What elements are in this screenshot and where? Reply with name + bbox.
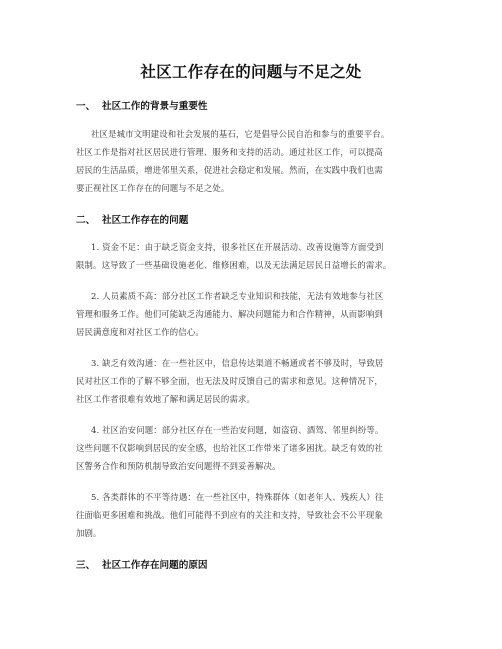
paragraph-line: 这些问题不仅影响到居民的安全感，也给社区工作带来了诸多困扰。缺乏有效的社 [76, 443, 383, 453]
paragraph-line: 社区是城市文明建设和社会发展的基石，它是倡导公民自治和参与的重要平台。 [91, 129, 390, 139]
section-heading-3 [76, 559, 208, 573]
paragraph-line: 往面临更多困难和挑战。他们可能得不到应有的关注和支持，导致社会不公平现象 [76, 510, 383, 520]
paragraph-line: 区警务合作和预防机制导致治安问题得不到妥善解决。 [76, 461, 281, 471]
paragraph-line: 民对社区工作的了解不够全面，也无法及时反馈自己的需求和意见。这种情况下， [76, 376, 383, 386]
section-heading-1 [76, 100, 208, 114]
paragraph-line: 管理和服务工作。他们可能缺乏沟通能力、解决问题能力和合作精神，从而影响到 [76, 309, 383, 319]
section-heading-2 [76, 214, 188, 228]
paragraph-line: 3. 缺乏有效沟通：在一些社区中，信息传达渠道不畅通或者不够及时，导致居 [91, 358, 384, 368]
paragraph-line: 2. 人员素质不高：部分社区工作者缺乏专业知识和技能，无法有效地参与社区 [91, 291, 384, 301]
paragraph-line: 要正视社区工作存在的问题与不足之处。 [76, 183, 230, 193]
paragraph-line: 1. 资金不足：由于缺乏资金支持，很多社区在开展活动、改善设施等方面受到 [91, 242, 384, 252]
paragraph-line: 5. 各类群体的不平等待遇：在一些社区中，特殊群体（如老年人、残疾人）往 [91, 492, 384, 502]
section-title: 社区工作的背景与重要性 [102, 101, 208, 112]
paragraph-line: 加剧。 [76, 528, 102, 538]
paragraph-line: 社区工作者很难有效地了解和满足居民的需求。 [76, 394, 256, 404]
section-number: 一、 [76, 101, 96, 112]
section-title: 社区工作存在问题的原因 [102, 560, 208, 571]
section-number: 二、 [76, 215, 96, 226]
section-number: 三、 [76, 560, 96, 571]
document-title: 社区工作存在的问题与不足之处 [140, 63, 362, 81]
paragraph-line: 居民的生活品质，增进邻里关系，促进社会稳定和发展。然而，在实践中我们也需 [76, 165, 383, 175]
paragraph-line: 社区工作是指对社区居民进行管理、服务和支持的活动。通过社区工作，可以提高 [76, 147, 383, 157]
paragraph-line: 限制。这导致了一些基础设施老化、维修困难，以及无法满足居民日益增长的需求。 [76, 260, 392, 270]
section-title: 社区工作存在的问题 [102, 215, 189, 226]
paragraph-line: 居民满意度和对社区工作的信心。 [76, 327, 204, 337]
paragraph-line: 4. 社区治安问题：部分社区存在一些治安问题，如盗窃、酒驾、邻里纠纷等。 [91, 425, 384, 435]
